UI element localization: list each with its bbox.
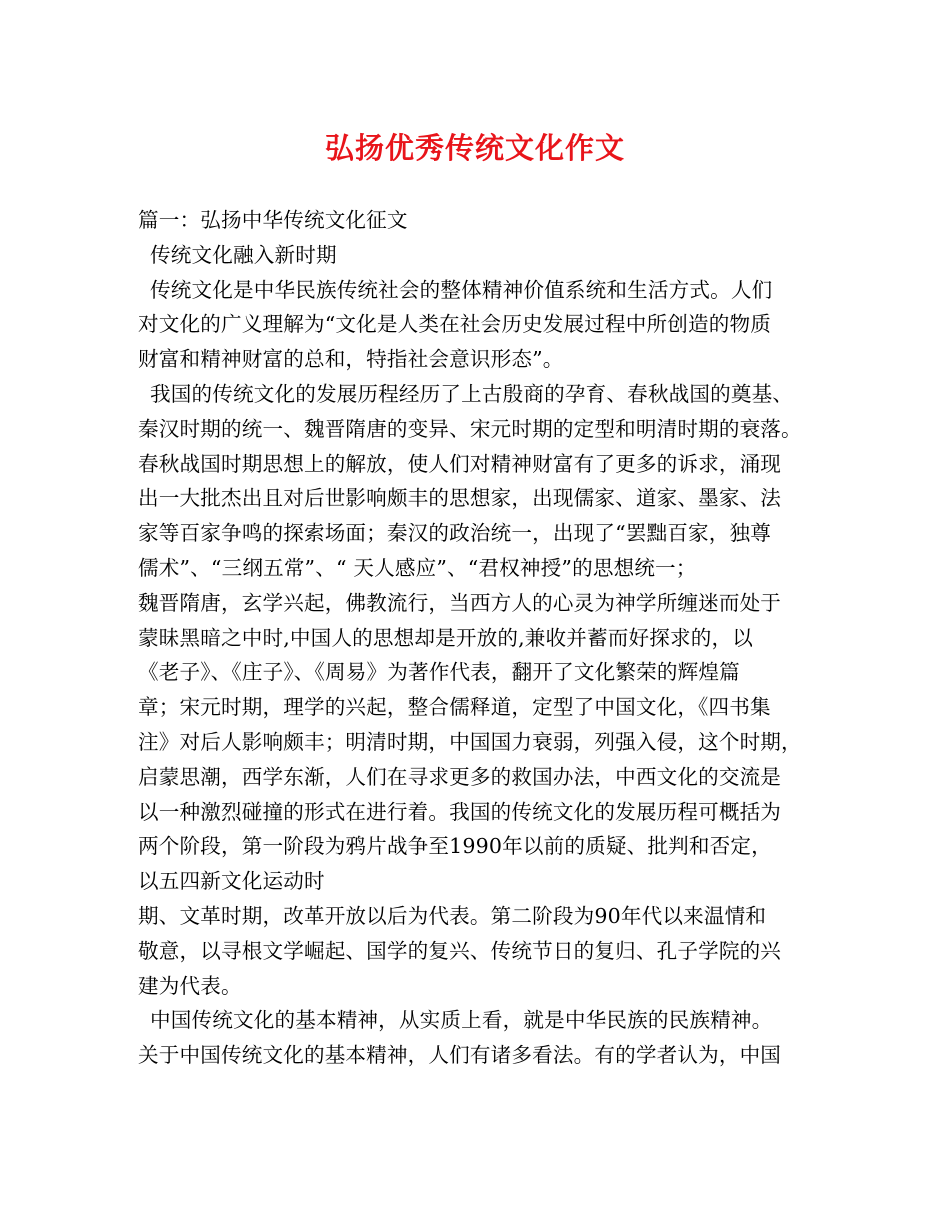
text-line: 中国传统文化的基本精神，从实质上看，就是中华民族的民族精神。 <box>150 1008 773 1033</box>
text-line: 敬意，以寻根文学崛起、国学的复兴、传统节日的复归、孔子学院的兴 <box>138 938 782 963</box>
text-line: 对文化的广义理解为“文化是人类在社会历史发展过程中所创造的物质 <box>138 312 771 337</box>
text-line: 以五四新文化运动时 <box>138 869 325 894</box>
text-line: 期、文革时期，改革开放以后为代表。第二阶段为90年代以来温情和 <box>138 903 767 928</box>
text-line: 注》对后人影响颇丰；明清时期，中国国力衰弱，列强入侵，这个时期， <box>138 729 802 754</box>
text-line: 家等百家争鸣的探索场面；秦汉的政治统一，出现了“罢黜百家，独尊 <box>138 521 771 546</box>
text-line: 秦汉时期的统一、魏晋隋唐的变异、宋元时期的定型和明清时期的衰落。 <box>138 416 802 441</box>
text-line: 关于中国传统文化的基本精神，人们有诸多看法。有的学者认为，中国 <box>138 1043 782 1068</box>
text-line: 蒙昧黑暗之中时,中国人的思想却是开放的,兼收并蓄而好探求的，以 <box>138 625 753 650</box>
text-line: 篇一：弘扬中华传统文化征文 <box>138 208 408 232</box>
text-line: 魏晋隋唐，玄学兴起，佛教流行，当西方人的心灵为神学所缠迷而处于 <box>138 590 782 615</box>
text-line: 传统文化是中华民族传统社会的整体精神价值系统和生活方式。人们 <box>150 277 773 302</box>
text-line: 财富和精神财富的总和，特指社会意识形态”。 <box>138 347 564 372</box>
text-line: 启蒙思潮，西学东渐，人们在寻求更多的救国办法，中西文化的交流是 <box>138 764 782 789</box>
text-line: 我国的传统文化的发展历程经历了上古殷商的孕育、春秋战国的奠基、 <box>150 381 794 406</box>
text-line: 春秋战国时期思想上的解放，使人们对精神财富有了更多的诉求，涌现 <box>138 451 782 476</box>
text-line: 章；宋元时期，理学的兴起，整合儒释道，定型了中国文化，《四书集 <box>138 695 771 720</box>
text-line: 建为代表。 <box>138 973 242 998</box>
document-title: 弘扬优秀传统文化作文 <box>324 131 625 165</box>
text-line: 以一种激烈碰撞的形式在进行着。我国的传统文化的发展历程可概括为 <box>138 799 782 824</box>
text-line: 传统文化融入新时期 <box>150 242 337 267</box>
text-line: 儒术”、“三纲五常”、“ 天人感应”、“君权神授”的思想统一； <box>138 555 697 580</box>
text-line: 出一大批杰出且对后世影响颇丰的思想家，出现儒家、道家、墨家、法 <box>138 486 782 511</box>
text-line: 两个阶段，第一阶段为鸦片战争至1990年以前的质疑、批判和否定， <box>138 834 772 859</box>
text-line: 《老子》、《庄子》、《周易》为著作代表，翻开了文化繁荣的辉煌篇 <box>138 660 740 685</box>
document-body <box>138 203 828 1073</box>
